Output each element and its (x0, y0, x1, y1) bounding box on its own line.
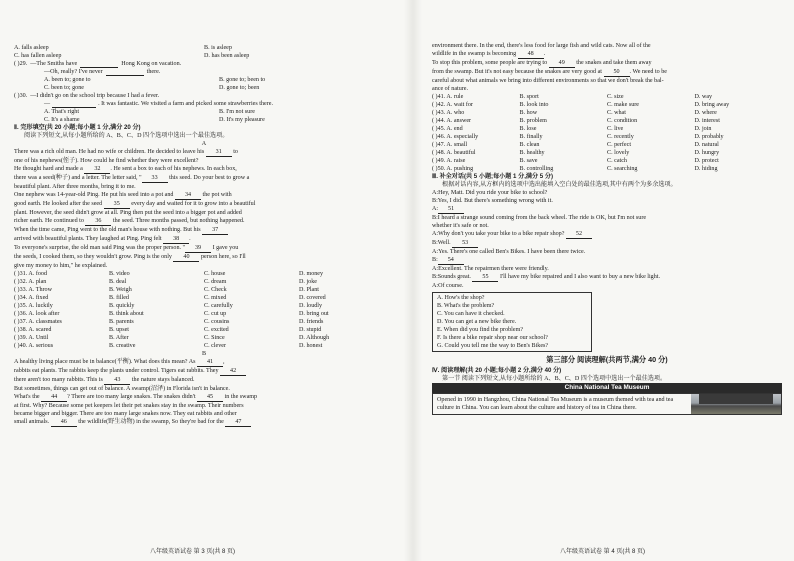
option[interactable]: ( )48. A. beautiful (432, 150, 476, 156)
option: D. gone to; been (219, 85, 260, 91)
speaker: B: (432, 198, 438, 204)
dialogue-text: Well. (437, 240, 453, 246)
option[interactable]: C. Check (204, 287, 227, 293)
option[interactable]: B. Weigh (109, 287, 132, 293)
passage-line (14, 262, 394, 270)
option[interactable]: C. dream (204, 279, 227, 285)
option-row (432, 165, 782, 173)
option[interactable]: B. finally (519, 134, 543, 140)
option[interactable]: C. cut up (204, 311, 227, 317)
option-row (432, 109, 782, 117)
choice-option: B. What's the problem? (437, 303, 495, 309)
passage-text: plant. However, the seed didn't grow at all. Ping then put the seed into a bigger pot and added (14, 210, 242, 216)
passage-line (14, 385, 394, 393)
option[interactable]: ( )37. A. classmates (14, 319, 62, 325)
section-title: Ⅳ. 阅读理解(共 20 小题;每小题 2 分,满分 40 分) (432, 367, 562, 374)
answer-blank[interactable]: 31 (206, 148, 232, 157)
speaker: A: (432, 206, 439, 212)
passage-line (14, 191, 394, 200)
opts-top-row-2 (14, 52, 394, 60)
option[interactable]: ( )45. A. end (432, 126, 463, 132)
option[interactable]: C. recently (607, 134, 634, 140)
option[interactable]: C. clever (204, 343, 226, 349)
passage-text: beautiful plant. After three months, bring it to me. (14, 184, 136, 190)
option[interactable]: ( )39. A. Until (14, 335, 49, 341)
option[interactable]: C. cousins (204, 319, 230, 325)
passage-text: . (189, 236, 191, 242)
passage-a (14, 148, 394, 270)
answer-blank[interactable]: 44 (41, 393, 67, 402)
option-row (432, 133, 782, 141)
choice-option: D. You can get a new bike there. (437, 319, 517, 325)
page-gutter (404, 0, 422, 561)
passage-text: He thought hard and made a (14, 166, 85, 172)
passage-text: . (543, 51, 546, 57)
answer-blank[interactable]: 40 (173, 253, 199, 262)
passage-text: there aren't too many rabbits. This is (14, 377, 105, 383)
option[interactable]: C. carefully (204, 303, 233, 309)
choice-option: A. How's the shop? (437, 295, 485, 301)
passage-text: , (223, 359, 225, 365)
section-title: Ⅲ. 补全对话(共 5 小题;每小题 1 分,满分 5 分) (432, 173, 554, 180)
option[interactable]: D. honest (299, 343, 323, 349)
museum-building-shape (699, 394, 773, 404)
option[interactable]: D. friends (299, 319, 324, 325)
passage-line (14, 402, 394, 410)
option[interactable]: B. sport (519, 94, 539, 100)
passage-text: from the swamp. But it's not easy because the snakes are very good at (432, 69, 604, 75)
passage-line (14, 217, 394, 226)
passage-text: every day and waited for it to grow into a beautiful (129, 201, 256, 207)
passage-line (14, 410, 394, 418)
dialogue-text: I'll have my bike repaired and I also want to buy a new bike light. (498, 274, 660, 280)
passage-text: A healthy living place must be in balance(平衡). What does this mean? As (14, 359, 197, 365)
passage-line (14, 165, 394, 174)
speaker: B: (432, 274, 438, 280)
options-b (432, 93, 782, 173)
passage-text: in the swamp (223, 394, 258, 400)
option[interactable]: ( )46. A. especially (432, 134, 479, 140)
dialogue-line (432, 282, 782, 290)
option: A. That's right (44, 109, 80, 115)
question-30 (14, 92, 394, 100)
q29-opts-2 (14, 84, 394, 92)
option[interactable]: D. protect (694, 158, 719, 164)
passage-text: the seed. Three months passed, but nothing happened. (111, 218, 245, 224)
passage-text: careful about what animals we bring into different environments so that we don't break the bal- (432, 78, 664, 84)
passage-line (14, 148, 394, 157)
answer-blank[interactable]: 49 (549, 59, 575, 68)
option[interactable]: B. upset (109, 327, 129, 333)
passage-line (14, 209, 394, 217)
passage-text: wildlife in the swamp is becoming (432, 51, 518, 57)
q30-opts-2 (14, 116, 394, 124)
option[interactable]: D. bring away (694, 102, 730, 108)
choice-box (432, 292, 592, 352)
option[interactable]: B. clean (519, 142, 540, 148)
passage-line (432, 77, 782, 85)
option[interactable]: D. Plant (299, 287, 319, 293)
option[interactable]: ( )32. A. plan (14, 279, 47, 285)
option[interactable]: C. lovely (607, 150, 630, 156)
option-row (14, 310, 394, 318)
speaker: A: (432, 266, 439, 272)
passage-text: ance of nature. (432, 86, 469, 92)
answer-blank[interactable]: 45 (197, 393, 223, 402)
option[interactable]: ( )42. A. wait for (432, 102, 473, 108)
speaker: A: (432, 231, 439, 237)
museum-photo (691, 394, 781, 414)
answer-blank[interactable]: 41 (197, 358, 223, 367)
passage-text: good earth. He looked after the seed (14, 201, 104, 207)
option: A. been to; gone to (44, 77, 91, 83)
answer-blank[interactable]: 50 (604, 68, 630, 77)
option[interactable]: ( )41. A. rule (432, 94, 464, 100)
answer-blank[interactable]: 54 (438, 256, 464, 265)
answer-blank[interactable]: 36 (85, 217, 111, 226)
option[interactable]: ( )47. A. small (432, 142, 468, 148)
question-text: —The Smiths have (30, 61, 78, 67)
option: A. falls asleep (14, 45, 49, 51)
dialogue-line (432, 230, 782, 239)
dialogue-line (432, 248, 782, 256)
passage-line (14, 253, 394, 262)
option[interactable]: B. creative (109, 343, 136, 349)
answer-blank[interactable]: 51 (438, 205, 464, 214)
option-row (432, 141, 782, 149)
speaker: A: (432, 283, 439, 289)
option[interactable]: D. probably (694, 134, 724, 140)
passage-text: richer earth. He continued to (14, 218, 86, 224)
part-title: 第三部分 阅读理解(共两节,满分 40 分) (546, 355, 668, 364)
dialogue-text: whether it's safe or not. (432, 223, 489, 229)
option[interactable]: D. Although (299, 335, 330, 341)
option[interactable]: C. house (204, 271, 226, 277)
option[interactable]: C. live (607, 126, 624, 132)
option[interactable]: C. what (607, 110, 626, 116)
choice-option: F. Is there a bike repair shop near our school? (437, 335, 548, 341)
option[interactable]: D. joke (299, 279, 317, 285)
answer-blank[interactable]: 39 (185, 244, 211, 253)
option-row (14, 294, 394, 302)
question-text: —I didn't go on the school trip because I had a fever. (30, 93, 160, 99)
option[interactable]: C. make sure (607, 102, 639, 108)
dialogue-line (432, 197, 782, 205)
option[interactable]: C. size (607, 94, 624, 100)
passage-line (14, 157, 394, 165)
option-row (14, 326, 394, 334)
option[interactable]: B. deal (109, 279, 127, 285)
option[interactable]: D. covered (299, 295, 326, 301)
question-number: ( )29. (14, 61, 28, 67)
option[interactable]: B. think about (109, 311, 144, 317)
passage-text: environment there. In the end, there's less food for large fish and wild cats. Now all of the (432, 43, 651, 49)
option[interactable]: ( )35. A. luckily (14, 303, 53, 309)
passage-line (14, 235, 394, 244)
passage-line (432, 85, 782, 93)
option[interactable]: B. lose (519, 126, 537, 132)
q30-opts-1 (14, 108, 394, 116)
option-row (14, 318, 394, 326)
dialogue-line (432, 273, 782, 282)
option[interactable]: C. catch (607, 158, 627, 164)
option[interactable]: ( )49. A. raise (432, 158, 466, 164)
passage-text: I gave you (211, 245, 239, 251)
dialogue-text: Of course. (438, 283, 464, 289)
passage-text: the nature stays balanced. (130, 377, 195, 383)
passage-text: became bigger and bigger. There are too many large snakes now. They eat rabbits and other (14, 411, 237, 417)
speaker: B: (432, 240, 438, 246)
page-footer: 八年级英语试卷 第 3 页(共 8 页) (150, 549, 236, 555)
option-row (14, 302, 394, 310)
option[interactable]: C. searching (607, 166, 638, 172)
answer-blank[interactable]: 37 (202, 226, 228, 235)
passage-text: the seeds, I cooked them, so they wouldn't grow. Ping is the only (14, 254, 174, 260)
passage-line (432, 42, 782, 50)
question-29 (14, 60, 394, 68)
answer-blank[interactable]: 43 (104, 376, 130, 385)
option-row (14, 270, 394, 278)
dialogue-line (432, 239, 782, 248)
passage-text: There was a rich old man. He had no wife or children. He decided to leave his (14, 149, 206, 155)
dialogue-line (432, 214, 782, 222)
passage-text: the pot with (201, 192, 232, 198)
passage-text: arrived with beautiful plants. They laughed at Ping. Ping felt (14, 236, 164, 242)
passage-text: person here, so I'll (199, 254, 246, 260)
answer-blank[interactable] (80, 60, 118, 68)
option: B. is asleep (204, 45, 232, 51)
section-instructions: 阅读下列短文,从每小题所给的 A、B、C、D 四个选项中选出一个最佳选项。 (24, 133, 229, 139)
answer-blank[interactable]: 46 (51, 418, 77, 427)
question-number: ( )30. (14, 93, 28, 99)
passage-text: To stop this problem, some people are trying to (432, 60, 549, 66)
option: C. It's a shame (44, 117, 80, 123)
passage-text: One nephew was 14-year-old Ping. He put his seed into a pot and (14, 192, 175, 198)
option[interactable]: ( )38. A. scared (14, 327, 52, 333)
speaker: B: (432, 215, 438, 221)
option: B. I'm not sure (219, 109, 255, 115)
answer-blank[interactable]: 47 (225, 418, 251, 427)
option[interactable]: C. excited (204, 327, 229, 333)
passage-text: the snakes and take them away (574, 60, 652, 66)
passage-text: this seed. Do your best to grow a (167, 175, 250, 181)
answer-blank[interactable]: 35 (104, 200, 130, 209)
option[interactable]: ( )40. A. serious (14, 343, 54, 349)
option: B. gone to; been to (219, 77, 266, 83)
option-row (14, 334, 394, 342)
option[interactable]: ( )33. A. Throw (14, 287, 52, 293)
answer-blank[interactable] (52, 100, 96, 108)
answer-blank[interactable]: 33 (142, 174, 168, 183)
passage-text: the wildlife(野生动物) in the swamp, So they're bad for the (76, 419, 226, 425)
passage-line (432, 68, 782, 77)
option-row (14, 278, 394, 286)
option[interactable]: ( )31. A. food (14, 271, 48, 277)
option[interactable]: ( )44. A. answer (432, 118, 472, 124)
dialogue-line (432, 205, 782, 214)
question-text: —Oh, really? I've never (44, 69, 103, 75)
option-row (432, 125, 782, 133)
page-footer: 八年级英语试卷 第 4 页(共 8 页) (560, 549, 646, 555)
passage-text: What's the (14, 394, 42, 400)
dialogue-text: Hey, Matt. Did you ride your bike to school? (438, 190, 548, 196)
passage-label: B (201, 351, 207, 357)
option[interactable]: B. After (109, 335, 129, 341)
answer-blank[interactable]: 55 (472, 273, 498, 282)
option[interactable]: C. mixed (204, 295, 227, 301)
passage-text: to (231, 149, 238, 155)
dialogue-line (432, 256, 782, 265)
passage-text: there was a seed(种子) and a letter. The letter said, " (14, 175, 142, 181)
option: C. has fallen asleep (14, 53, 62, 59)
answer-blank[interactable] (106, 68, 144, 76)
option[interactable]: D. hiding (694, 166, 718, 172)
passage-line (432, 50, 782, 59)
speaker: A: (432, 249, 439, 255)
option: D. has been asleep (204, 53, 250, 59)
option: C. been to; gone (44, 85, 84, 91)
option-row (14, 286, 394, 294)
passage-line (14, 367, 394, 376)
dialogue-text: Excellent. The repairmen there were friendly. (438, 266, 549, 272)
dialogue-line (432, 222, 782, 230)
option[interactable]: ( )43. A. who (432, 110, 465, 116)
option[interactable]: B. parents (109, 319, 134, 325)
opts-top-row-1 (14, 44, 394, 52)
choice-option: C. You can have it checked. (437, 311, 505, 317)
passage-line (14, 183, 394, 191)
option[interactable]: C. Since (204, 335, 225, 341)
option[interactable]: D. hungry (694, 150, 720, 156)
passage-line (14, 358, 394, 367)
passage-text: ? There are too many large snakes. The snakes didn't (67, 394, 198, 400)
passage-text: . We need to be (629, 69, 667, 75)
option[interactable]: B. quickly (109, 303, 135, 309)
option[interactable]: D. where (694, 110, 717, 116)
option-row (432, 157, 782, 165)
passage-line (432, 59, 782, 68)
option[interactable]: ( )36. A. look after (14, 311, 60, 317)
passage-text: one of his nephews(侄子). How could he find whether they were excellent? (14, 158, 199, 164)
option[interactable]: ( )50. A. pushing (432, 166, 474, 172)
option[interactable]: D. bring out (299, 311, 329, 317)
option[interactable]: C. condition (607, 118, 638, 124)
option[interactable]: ( )34. A. fixed (14, 295, 49, 301)
question-text: there. (146, 69, 161, 75)
museum-section (432, 393, 782, 415)
option[interactable]: B. save (519, 158, 538, 164)
dialogue-text: Why don't you take your bike to a bike repair shop? (438, 231, 566, 237)
options-a (14, 270, 394, 350)
left-page (14, 44, 394, 561)
speaker: A: (432, 190, 439, 196)
option[interactable]: C. perfect (607, 142, 632, 148)
passage-text: small animals. (14, 419, 51, 425)
passage-text: But sometimes, things can get out of balance. A swamp(沼泽) in Florida isn't in balance. (14, 386, 230, 392)
option-row (432, 101, 782, 109)
dialogue (432, 189, 782, 290)
option[interactable]: B. video (109, 271, 130, 277)
answer-blank[interactable]: 52 (566, 230, 592, 239)
option-row (432, 93, 782, 101)
passage-text: . He sent a box to each of his nephews. In each box, (110, 166, 237, 172)
option[interactable]: D. interest (694, 118, 720, 124)
passage-line (14, 376, 394, 385)
choice-option: G. Could you tell me the way to Ben's Bikes? (437, 343, 549, 349)
option-row (432, 117, 782, 125)
passage-label: A (201, 141, 207, 147)
dialogue-line (432, 265, 782, 273)
answer-blank[interactable]: 38 (163, 235, 189, 244)
passage-line (14, 200, 394, 209)
question-30-line2 (14, 100, 394, 108)
q29-opts-1 (14, 76, 394, 84)
option-row (432, 149, 782, 157)
question-29-line2 (14, 68, 394, 76)
dialogue-text: I heard a strange sound coming from the back wheel. The ride is OK, but I'm not sure (437, 215, 647, 221)
question-text: Hong Kong on vacation. (121, 61, 182, 67)
answer-blank[interactable]: 42 (220, 367, 246, 376)
passage-b (14, 358, 394, 427)
option[interactable]: D. loudly (299, 303, 323, 309)
passage-text: give my money to him," he explained. (14, 263, 108, 269)
answer-blank[interactable]: 34 (175, 191, 201, 200)
option[interactable]: B. controlling (519, 166, 554, 172)
option[interactable]: B. look into (519, 102, 549, 108)
option[interactable]: B. healthy (519, 150, 545, 156)
passage-text: at first. Why? Because some pet keepers let their pet snakes stay in the swamp. Their numbers (14, 403, 244, 409)
passage-line (14, 418, 394, 427)
answer-blank[interactable]: 32 (84, 165, 110, 174)
speaker: B: (432, 257, 438, 263)
option: D. It's my pleasure (219, 117, 265, 123)
museum-title: China National Tea Museum (432, 383, 782, 393)
dialogue-text: Yes, I did. But there's something wrong with it. (437, 198, 553, 204)
section-title: Ⅱ. 完形填空(共 20 小题;每小题 1 分,满分 20 分) (14, 124, 141, 131)
passage-line (14, 244, 394, 253)
answer-blank[interactable]: 53 (452, 239, 478, 248)
right-page (432, 42, 782, 561)
section-instructions: 根据对话内容,从方框内的选项中选出能填入空白处的最佳选项,其中有两个为多余选项。 (442, 182, 677, 188)
option[interactable]: D. stupid (299, 327, 322, 333)
passage-text: To everyone's surprise, the old man said Ping was the proper person. " (14, 245, 186, 251)
passage-line (14, 174, 394, 183)
dialogue-text: Yes. There's one called Ben's Bikes. I have been there twice. (438, 249, 586, 255)
dialogue-line (432, 189, 782, 197)
passage-line (14, 226, 394, 235)
option-row (14, 342, 394, 350)
section-instructions: 第一节 阅读下列短文,从每小题所给的 A、B、C、D 四个选项中选出一个最佳选项。 (442, 376, 667, 382)
passage-text: When the time came, Ping went to the old man's house with nothing. But his (14, 227, 203, 233)
passage-text: rabbits eat plants. The rabbits keep the plants under control. Tigers eat rabbits. They (14, 368, 221, 374)
museum-text: Opened in 1990 in Hangzhou, China National Tea Museum is a museum themed with tea and tea culture in China. You can learn about the culture and history of tea in China there. (437, 397, 674, 411)
option[interactable]: D. natural (694, 142, 719, 148)
option[interactable]: D. money (299, 271, 324, 277)
option[interactable]: B. filled (109, 295, 129, 301)
option[interactable]: D. join (694, 126, 712, 132)
passage-line (14, 393, 394, 402)
choice-option: E. When did you find the problem? (437, 327, 524, 333)
answer-blank[interactable]: 48 (518, 50, 544, 59)
option[interactable]: B. how (519, 110, 538, 116)
question-text: . It was fantastic. We visited a farm and picked some strawberries there. (98, 101, 273, 107)
passage-b-continued (432, 42, 782, 93)
dialogue-text: Sounds great. (437, 274, 473, 280)
option[interactable]: B. problem (519, 118, 547, 124)
question-text: — (44, 101, 51, 107)
option[interactable]: D. way (694, 94, 713, 100)
